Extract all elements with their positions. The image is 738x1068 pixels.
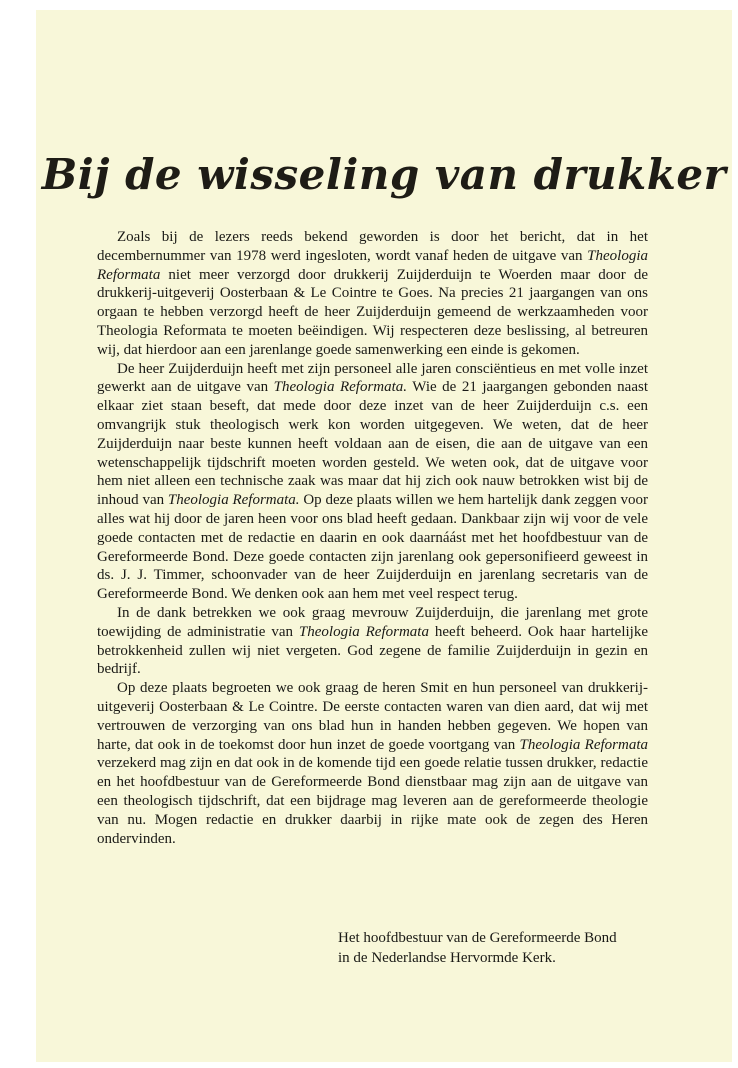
signature-block <box>338 928 617 968</box>
article-body <box>97 228 648 848</box>
page-title: Bij de wisseling van drukker <box>41 150 727 199</box>
text-run: Zoals bij de lezers reeds bekend geworden is door het bericht, dat in het decembernummer van 1978 werd ingesloten, wordt vanaf heden de uitgave van <box>97 229 648 264</box>
text-run: In de dank betrekken we ook graag mevrouw Zuijderduijn, die jarenlang met grote toewijding de administratie van <box>97 604 648 640</box>
signature-line: Het hoofdbestuur van de Gereformeerde Bond <box>338 930 617 946</box>
text-run: Op deze plaats begroeten we ook graag de heren Smit en hun personeel van drukkerij-uitgeverij Oosterbaan & Le Cointre. De eerste contacten waren van dien aard, dat wij met vertrouwen de verzorging van ons blad hun in handen hebben gegeven. We hopen van harte, dat ook in de toekomst door hun inzet de goede voortgang van <box>97 680 648 753</box>
text-run: De heer Zuijderduijn heeft met zijn personeel alle jaren consciëntieus en met volle inzet gewerkt aan de uitgave van <box>97 360 648 396</box>
journal-title: Theologia Reformata. <box>167 492 300 509</box>
text-run: verzekerd mag zijn en dat ook in de komende tijd een goede relatie tussen drukker, redactie en het hoofdbestuur van de Gereformeerde Bond dienstbaar mag zijn aan de uitgave van een theologisch tijdschrift, dat een bijdrage mag leveren aan de gereformeerde theologie van nu. Mogen redactie en drukker daarbij in rijke mate ook de zegen des Heren ondervinden. <box>97 755 648 847</box>
text-run: heeft beheerd. Ook haar hartelijke betrokkenheid zullen wij niet vergeten. God zegene de familie Zuijderduijn in gezin en bedrijf. <box>97 623 648 678</box>
journal-title: Theologia Reformata <box>298 623 429 640</box>
paragraph <box>97 679 648 848</box>
journal-title: Theologia Reformata <box>97 247 648 283</box>
text-run: niet meer verzorgd door drukkerij Zuijderduijn te Woerden maar door de drukkerij-uitgeverij Oosterbaan & Le Cointre te Goes. Na precies 21 jaargangen van ons orgaan te hebben verzorgd heeft de heer Zuijderduijn gemeend de werkzaamheden voor Theologia Reformata te moeten beëindigen. Wij respecteren deze beslissing, al betreuren wij, dat hierdoor aan een jarenlange goede samenwerking een einde is gekomen. <box>97 266 648 358</box>
signature-line: in de Nederlandse Hervormde Kerk. <box>338 950 556 966</box>
paragraph <box>97 360 648 604</box>
text-run: Wie de 21 jaargangen gebonden naast elkaar ziet staan beseft, dat mede door deze inzet van de heer Zuijderduijn c.s. een omvangrijk stuk theologisch werk kon worden uitgegeven. We weten, dat de heer Zuijderduijn naar beste kunnen heeft voldaan aan de eisen, die aan de uitgave van een wetenschappelijk tijdschrift moeten worden gesteld. We weten ook, dat de uitgave voor hem niet alleen een technische zaak was maar dat hij zich ook nauw betrokken wist bij de inhoud van <box>97 379 648 509</box>
text-run: Op deze plaats willen we hem hartelijk dank zeggen voor alles wat hij door de jaren heen voor ons blad heeft gedaan. Dankbaar zijn wij voor de vele goede contacten met de redactie en daarin en ook daarnáást met het hoofdbestuur van de Gereformeerde Bond. Deze goede contacten zijn jarenlang ook gepersonifieerd geweest in ds. J. J. Timmer, schoonvader van de heer Zuijderduijn en jarenlang secretaris van de Gereformeerde Bond. We denken ook aan hem met veel respect terug. <box>97 492 648 603</box>
paragraph <box>97 604 648 679</box>
paragraph <box>97 228 648 360</box>
document-page <box>36 10 732 1062</box>
journal-title: Theologia Reformata <box>519 736 648 753</box>
journal-title: Theologia Reformata. <box>273 379 408 396</box>
